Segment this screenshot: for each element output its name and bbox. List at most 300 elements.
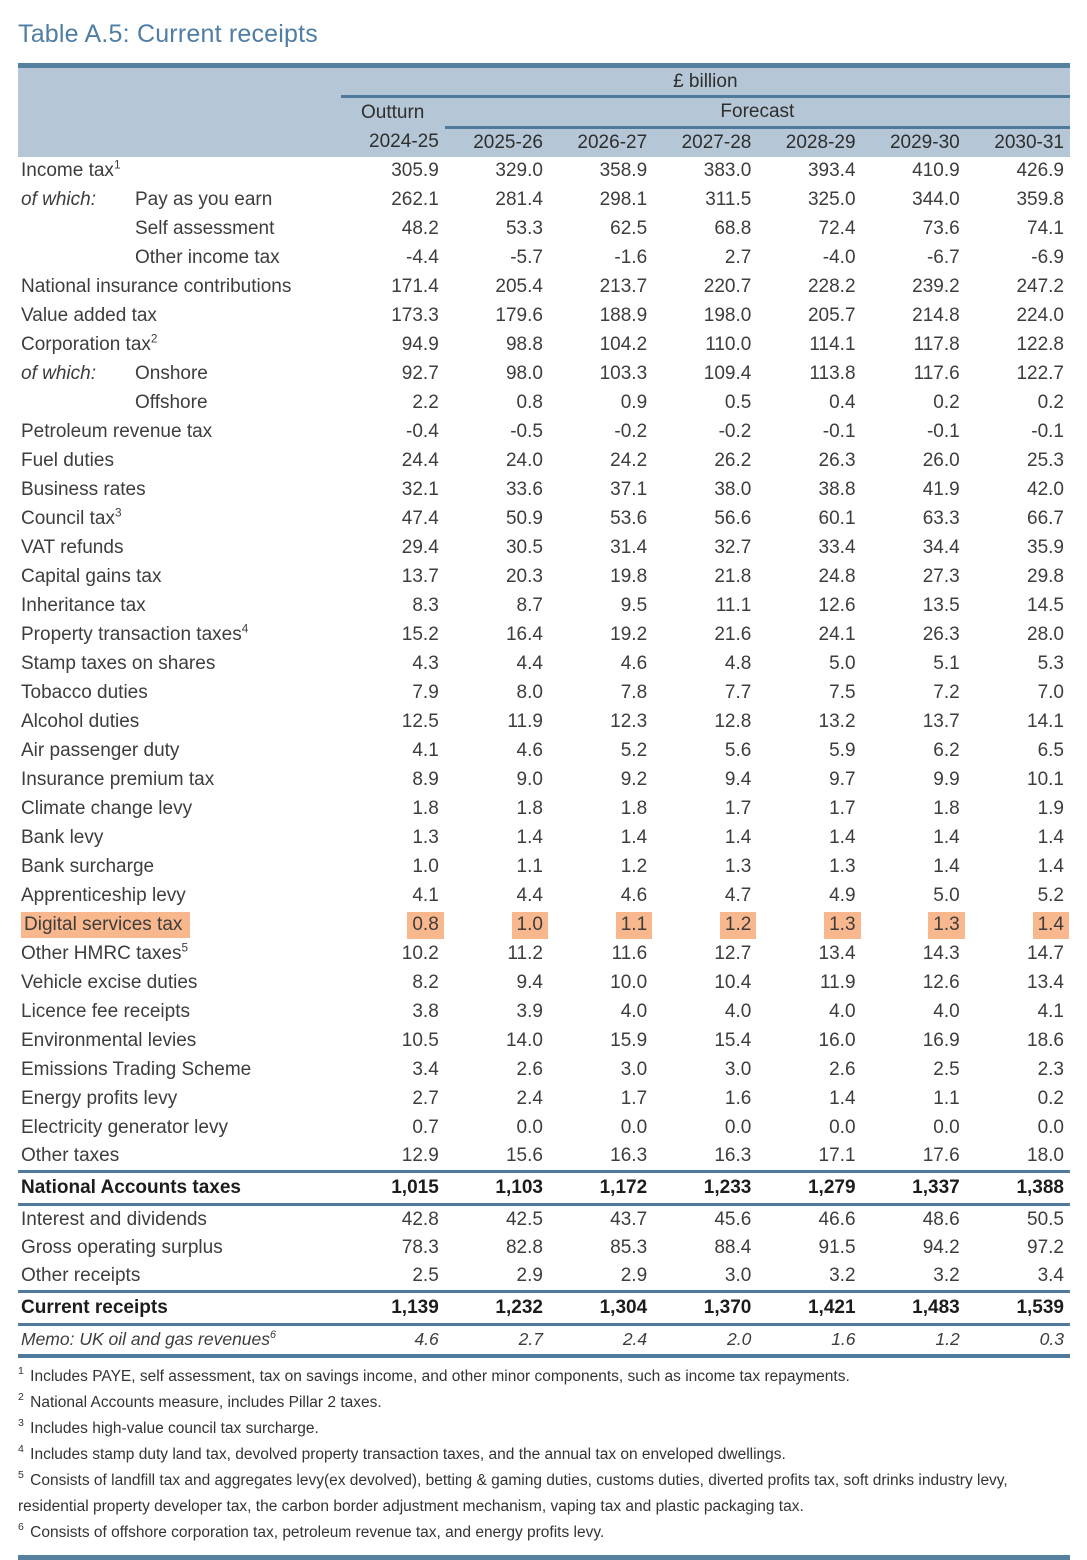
value-cell: 8.2 <box>412 972 439 993</box>
value-cell: 15.9 <box>610 1030 648 1051</box>
value-cell: 13.7 <box>922 711 960 732</box>
row-label <box>18 1172 341 1205</box>
row-label <box>18 563 341 592</box>
value-cell: 4.4 <box>516 885 543 906</box>
value-cell: 8.9 <box>412 769 439 790</box>
value-cell: 0.0 <box>620 1117 648 1138</box>
row-label <box>18 534 341 563</box>
value-cell: 4.1 <box>412 740 439 761</box>
row-label <box>18 592 341 621</box>
value-cell: 12.3 <box>610 711 648 732</box>
value-cell: 224.0 <box>1016 305 1064 326</box>
value-cell: 1,233 <box>653 1172 757 1205</box>
value-cell: 1.8 <box>933 798 960 819</box>
value-cell: 9.5 <box>620 595 648 616</box>
value-cell: 98.0 <box>505 363 543 384</box>
row-label <box>18 1292 341 1325</box>
value-cell: -0.1 <box>926 421 960 442</box>
value-cell: 1.4 <box>829 1088 856 1109</box>
value-cell: 33.4 <box>818 537 856 558</box>
value-cell: 1.8 <box>620 798 648 819</box>
table-row <box>18 1325 1070 1356</box>
value-cell: 4.7 <box>724 885 752 906</box>
value-cell: 329.0 <box>495 160 543 181</box>
value-cell <box>549 911 653 940</box>
value-cell: 1,388 <box>966 1172 1070 1205</box>
value-cell: 1,370 <box>653 1292 757 1325</box>
value-cell: -4.0 <box>822 247 856 268</box>
footnote-marker: 5 <box>181 941 189 955</box>
row-label-text: Stamp taxes on shares <box>21 653 216 674</box>
value-cell: 214.8 <box>912 305 960 326</box>
value-cell: 0.9 <box>620 392 648 413</box>
value-cell: 50.5 <box>1027 1208 1064 1230</box>
value-cell: 1.4 <box>933 827 960 848</box>
row-label-text: Self assessment <box>135 218 275 239</box>
row-label-text: Digital services tax <box>21 912 190 938</box>
table-row <box>18 737 1070 766</box>
value-cell: 1.0 <box>412 856 439 877</box>
value-cell: 35.9 <box>1027 537 1064 558</box>
highlighted-value: 1.4 <box>1033 912 1069 939</box>
header-spacer <box>18 66 341 97</box>
value-cell: 262.1 <box>391 189 439 210</box>
footnote-marker: 4 <box>241 622 249 636</box>
value-cell: 3.2 <box>829 1265 856 1287</box>
row-label <box>18 331 341 360</box>
value-cell: 15.6 <box>505 1145 543 1167</box>
value-cell: 2.6 <box>516 1059 543 1080</box>
value-cell: 98.8 <box>505 334 543 355</box>
value-cell: 4.8 <box>724 653 752 674</box>
value-cell: 109.4 <box>703 363 752 384</box>
value-cell: 43.7 <box>610 1208 648 1230</box>
value-cell: 0.4 <box>829 392 856 413</box>
footnote-number: 5 <box>18 1469 24 1482</box>
value-cell: 114.1 <box>809 334 856 355</box>
table-row <box>18 1143 1070 1172</box>
of-which-prefix: of which: <box>21 189 96 210</box>
row-label-text: Other income tax <box>135 247 280 268</box>
value-cell: 24.2 <box>610 450 648 471</box>
of-which-prefix: of which: <box>21 363 96 384</box>
value-cell: 7.5 <box>829 682 856 703</box>
value-cell: 45.6 <box>714 1208 752 1230</box>
value-cell: 4.0 <box>724 1001 752 1022</box>
value-cell: 10.1 <box>1027 769 1064 790</box>
table-row <box>18 1263 1070 1292</box>
footnote-marker: 1 <box>113 158 121 172</box>
value-cell: 1,483 <box>862 1292 966 1325</box>
value-cell: 68.8 <box>714 218 752 239</box>
footnote-number: 1 <box>18 1365 24 1378</box>
row-label <box>18 853 341 882</box>
row-label-text: Property transaction taxes$^4$ <box>21 622 249 645</box>
footnote-marker: 2 <box>150 332 158 346</box>
highlighted-value: 1.3 <box>928 912 964 939</box>
value-cell: 56.6 <box>714 508 752 529</box>
table-row <box>18 505 1070 534</box>
table-row <box>18 418 1070 447</box>
row-label <box>18 998 341 1027</box>
value-cell: 344.0 <box>912 189 960 210</box>
row-label-text: National insurance contributions <box>21 276 292 297</box>
value-cell: 25.3 <box>1027 450 1064 471</box>
row-label-text: Memo: UK oil and gas revenues$^6$ <box>21 1329 277 1350</box>
footnote-number: 4 <box>18 1443 24 1456</box>
footnote: $^6$ Consists of offshore corporation tax, petroleum revenue tax, and energy profits levy. <box>18 1521 605 1541</box>
table-row <box>18 679 1070 708</box>
row-label <box>18 650 341 679</box>
value-cell: 2.3 <box>1037 1059 1064 1080</box>
value-cell: 4.6 <box>341 1325 445 1356</box>
outturn-forecast-row <box>18 97 1070 128</box>
row-label-text: Environmental levies <box>21 1030 197 1051</box>
value-cell: 205.7 <box>807 305 856 326</box>
value-cell: 4.3 <box>412 653 439 674</box>
table-row <box>18 215 1070 244</box>
row-label <box>18 273 341 302</box>
value-cell: 31.4 <box>610 537 648 558</box>
value-cell: 28.0 <box>1027 624 1064 645</box>
value-cell: 30.5 <box>505 537 543 558</box>
table-row <box>18 708 1070 737</box>
value-cell: 12.5 <box>401 711 439 732</box>
value-cell: 7.7 <box>724 682 752 703</box>
value-cell: 1.4 <box>829 827 856 848</box>
value-cell: 2.7 <box>724 247 752 268</box>
table-row <box>18 1234 1070 1263</box>
table-header <box>18 66 1070 157</box>
value-cell: 358.9 <box>599 160 648 181</box>
value-cell: 5.9 <box>829 740 856 761</box>
value-cell: 9.7 <box>829 769 856 790</box>
row-label-text: Offshore <box>135 392 208 413</box>
row-label-text: Fuel duties <box>21 450 114 471</box>
footnote: $^3$ Includes high-value council tax surcharge. <box>18 1417 319 1437</box>
value-cell: 16.4 <box>505 624 543 645</box>
value-cell: 4.6 <box>620 653 648 674</box>
table-row <box>18 940 1070 969</box>
value-cell: 72.4 <box>818 218 856 239</box>
value-cell: 0.7 <box>412 1117 439 1138</box>
value-cell: 74.1 <box>1027 218 1064 239</box>
value-cell: 1.6 <box>724 1088 752 1109</box>
row-label-text: Other taxes <box>21 1145 120 1167</box>
outturn-label: Outturn <box>341 97 445 128</box>
value-cell: 7.2 <box>933 682 960 703</box>
table-row <box>18 447 1070 476</box>
value-cell: 13.4 <box>818 943 856 964</box>
value-cell: 13.5 <box>922 595 960 616</box>
value-cell: 16.3 <box>714 1145 752 1167</box>
year-column-header: 2024-25 <box>341 128 445 157</box>
table-row <box>18 157 1070 186</box>
highlighted-value: 1.0 <box>512 912 548 939</box>
row-label <box>18 1056 341 1085</box>
value-cell: 8.3 <box>412 595 439 616</box>
table-row <box>18 824 1070 853</box>
value-cell: 26.2 <box>714 450 752 471</box>
value-cell: 5.6 <box>724 740 752 761</box>
row-label-text: Energy profits levy <box>21 1088 178 1109</box>
value-cell: 19.8 <box>610 566 648 587</box>
row-label <box>18 1263 341 1292</box>
value-cell: 7.0 <box>1037 682 1064 703</box>
value-cell: 11.9 <box>819 972 856 993</box>
row-label-text: Value added tax <box>21 305 157 326</box>
value-cell: 73.6 <box>922 218 960 239</box>
row-label <box>18 1027 341 1056</box>
row-label-text: Other receipts <box>21 1265 141 1287</box>
row-label-text: Pay as you earn <box>135 189 273 210</box>
value-cell: 24.4 <box>401 450 439 471</box>
value-cell: 42.8 <box>401 1208 439 1230</box>
value-cell: 5.2 <box>1037 885 1064 906</box>
row-label <box>18 1085 341 1114</box>
value-cell: 82.8 <box>505 1237 543 1258</box>
value-cell: 1.4 <box>1037 856 1064 877</box>
row-label-text: Apprenticeship levy <box>21 885 186 906</box>
value-cell: 1.1 <box>516 856 543 877</box>
year-column-header: 2025-26 <box>445 128 549 157</box>
value-cell: 8.0 <box>516 682 543 703</box>
footnote-marker: 6 <box>270 1329 277 1342</box>
value-cell: -0.2 <box>614 421 648 442</box>
value-cell: 26.3 <box>922 624 960 645</box>
value-cell: 1.6 <box>757 1325 861 1356</box>
value-cell: 0.0 <box>1037 1117 1064 1138</box>
row-label <box>18 215 341 244</box>
value-cell: 173.3 <box>391 305 439 326</box>
value-cell: 4.1 <box>412 885 439 906</box>
table-row <box>18 534 1070 563</box>
value-cell: 305.9 <box>391 160 439 181</box>
value-cell: 29.4 <box>401 537 439 558</box>
value-cell: 17.1 <box>818 1145 856 1167</box>
year-column-header: 2027-28 <box>653 128 757 157</box>
value-cell: 1.7 <box>829 798 856 819</box>
value-cell: 1.7 <box>620 1088 648 1109</box>
value-cell: 12.6 <box>818 595 856 616</box>
row-label <box>18 476 341 505</box>
value-cell: 27.3 <box>922 566 960 587</box>
forecast-label: Forecast <box>445 97 1070 128</box>
value-cell: 53.3 <box>505 218 543 239</box>
value-cell: 9.2 <box>620 769 648 790</box>
table-row <box>18 882 1070 911</box>
row-label-text: Council tax$^3$ <box>21 506 122 529</box>
value-cell: 2.0 <box>653 1325 757 1356</box>
value-cell: 97.2 <box>1027 1237 1064 1258</box>
row-label-text: Air passenger duty <box>21 740 180 761</box>
value-cell: 3.9 <box>516 1001 543 1022</box>
value-cell: 50.9 <box>505 508 543 529</box>
table-row <box>18 331 1070 360</box>
row-label-text: VAT refunds <box>21 537 124 558</box>
row-label-text: National Accounts taxes <box>21 1177 241 1198</box>
table-row <box>18 621 1070 650</box>
table-row <box>18 766 1070 795</box>
value-cell: 15.2 <box>401 624 439 645</box>
value-cell: 11.9 <box>507 711 543 732</box>
table-row <box>18 186 1070 215</box>
value-cell: 26.3 <box>818 450 856 471</box>
table-row <box>18 244 1070 273</box>
row-label-text: Corporation tax$^2$ <box>21 332 158 355</box>
header-spacer <box>18 128 341 157</box>
year-column-header: 2028-29 <box>757 128 861 157</box>
value-cell: -5.7 <box>510 247 543 268</box>
row-label-text: Current receipts <box>21 1297 168 1318</box>
value-cell <box>653 911 757 940</box>
highlighted-value: 1.2 <box>720 912 756 939</box>
value-cell: 4.6 <box>516 740 543 761</box>
value-cell: 410.9 <box>912 160 960 181</box>
value-cell: 62.5 <box>610 218 648 239</box>
row-label <box>18 882 341 911</box>
value-cell: 179.6 <box>495 305 543 326</box>
row-label-text: Bank levy <box>21 827 104 848</box>
table-row <box>18 1292 1070 1325</box>
table-row <box>18 360 1070 389</box>
row-label-text: Licence fee receipts <box>21 1001 190 1022</box>
value-cell: 5.3 <box>1037 653 1064 674</box>
value-cell: 2.5 <box>412 1265 439 1287</box>
row-label <box>18 447 341 476</box>
value-cell: 9.4 <box>516 972 543 993</box>
value-cell: 4.1 <box>1037 1001 1064 1022</box>
value-cell: 66.7 <box>1027 508 1064 529</box>
row-label-text: Gross operating surplus <box>21 1237 223 1258</box>
value-cell: 78.3 <box>401 1237 439 1258</box>
value-cell: 18.6 <box>1027 1030 1064 1051</box>
value-cell: 228.2 <box>807 276 856 297</box>
row-label <box>18 389 341 418</box>
value-cell: -0.5 <box>510 421 543 442</box>
value-cell: 1,139 <box>341 1292 445 1325</box>
value-cell: 24.1 <box>818 624 856 645</box>
value-cell: 2.5 <box>933 1059 960 1080</box>
row-label <box>18 795 341 824</box>
row-label <box>18 1114 341 1143</box>
value-cell: 12.7 <box>714 943 752 964</box>
value-cell: 1,337 <box>862 1172 966 1205</box>
value-cell: 1.9 <box>1037 798 1064 819</box>
table-row <box>18 592 1070 621</box>
value-cell: 11.2 <box>507 943 543 964</box>
value-cell: 1.2 <box>862 1325 966 1356</box>
value-cell: 24.0 <box>505 450 543 471</box>
value-cell: 7.8 <box>620 682 648 703</box>
value-cell: 41.9 <box>922 479 960 500</box>
value-cell: 91.5 <box>818 1237 856 1258</box>
value-cell: -1.6 <box>614 247 648 268</box>
row-label <box>18 621 341 650</box>
table-row <box>18 969 1070 998</box>
value-cell: 18.0 <box>1027 1145 1064 1167</box>
value-cell <box>862 911 966 940</box>
value-cell: 4.0 <box>933 1001 960 1022</box>
value-cell: 3.4 <box>1037 1265 1064 1287</box>
value-cell: 3.4 <box>412 1059 439 1080</box>
value-cell: 122.8 <box>1016 334 1064 355</box>
value-cell: 11.6 <box>611 943 648 964</box>
row-label-text: Petroleum revenue tax <box>21 421 213 442</box>
footnote-number: 2 <box>18 1391 24 1404</box>
value-cell: 21.8 <box>714 566 752 587</box>
value-cell: 213.7 <box>599 276 648 297</box>
year-column-header: 2029-30 <box>862 128 966 157</box>
value-cell: 42.5 <box>505 1208 543 1230</box>
value-cell: 5.0 <box>829 653 856 674</box>
value-cell: 17.6 <box>922 1145 960 1167</box>
value-cell: 281.4 <box>495 189 543 210</box>
value-cell: 3.2 <box>933 1265 960 1287</box>
value-cell: 94.9 <box>401 334 439 355</box>
row-label-text: Onshore <box>135 363 208 384</box>
value-cell: 171.4 <box>391 276 439 297</box>
row-label <box>18 1205 341 1234</box>
highlighted-value: 1.1 <box>616 912 652 939</box>
table-body <box>18 157 1070 1356</box>
value-cell: 117.6 <box>913 363 960 384</box>
value-cell: 12.9 <box>401 1145 439 1167</box>
value-cell: 46.6 <box>818 1208 856 1230</box>
row-label <box>18 940 341 969</box>
value-cell: 14.7 <box>1027 943 1064 964</box>
value-cell: 103.3 <box>599 363 648 384</box>
value-cell: 0.0 <box>516 1117 543 1138</box>
value-cell: 117.8 <box>913 334 960 355</box>
value-cell: 47.4 <box>401 508 439 529</box>
table-row <box>18 1172 1070 1205</box>
value-cell: 37.1 <box>610 479 648 500</box>
value-cell <box>445 911 549 940</box>
table-row <box>18 563 1070 592</box>
table-row <box>18 1205 1070 1234</box>
value-cell: 198.0 <box>703 305 752 326</box>
value-cell: 1,421 <box>757 1292 861 1325</box>
table-row <box>18 1114 1070 1143</box>
value-cell: 9.4 <box>724 769 752 790</box>
table-title: Table A.5: Current receipts <box>18 20 318 48</box>
value-cell: 1.3 <box>412 827 439 848</box>
value-cell: 383.0 <box>703 160 752 181</box>
value-cell: 188.9 <box>599 305 648 326</box>
table-row <box>18 476 1070 505</box>
value-cell: 2.4 <box>516 1088 543 1109</box>
row-label-text: Tobacco duties <box>21 682 148 703</box>
value-cell: 13.2 <box>818 711 856 732</box>
value-cell: 10.4 <box>714 972 752 993</box>
row-label-text: Insurance premium tax <box>21 769 215 790</box>
value-cell: 94.2 <box>922 1237 960 1258</box>
footnote: $^4$ Includes stamp duty land tax, devolved property transaction taxes, and the annual tax on enveloped dwellings. <box>18 1443 786 1463</box>
table-row <box>18 998 1070 1027</box>
row-label <box>18 186 341 215</box>
value-cell: 0.2 <box>1037 392 1064 413</box>
footnote-number: 6 <box>18 1521 24 1534</box>
value-cell: 0.0 <box>829 1117 856 1138</box>
value-cell: 0.2 <box>1037 1088 1064 1109</box>
value-cell: -6.9 <box>1031 247 1064 268</box>
row-label-text: Business rates <box>21 479 146 500</box>
value-cell: 1.4 <box>724 827 752 848</box>
value-cell: 5.0 <box>933 885 960 906</box>
value-cell: 63.3 <box>922 508 960 529</box>
value-cell: 205.4 <box>495 276 543 297</box>
